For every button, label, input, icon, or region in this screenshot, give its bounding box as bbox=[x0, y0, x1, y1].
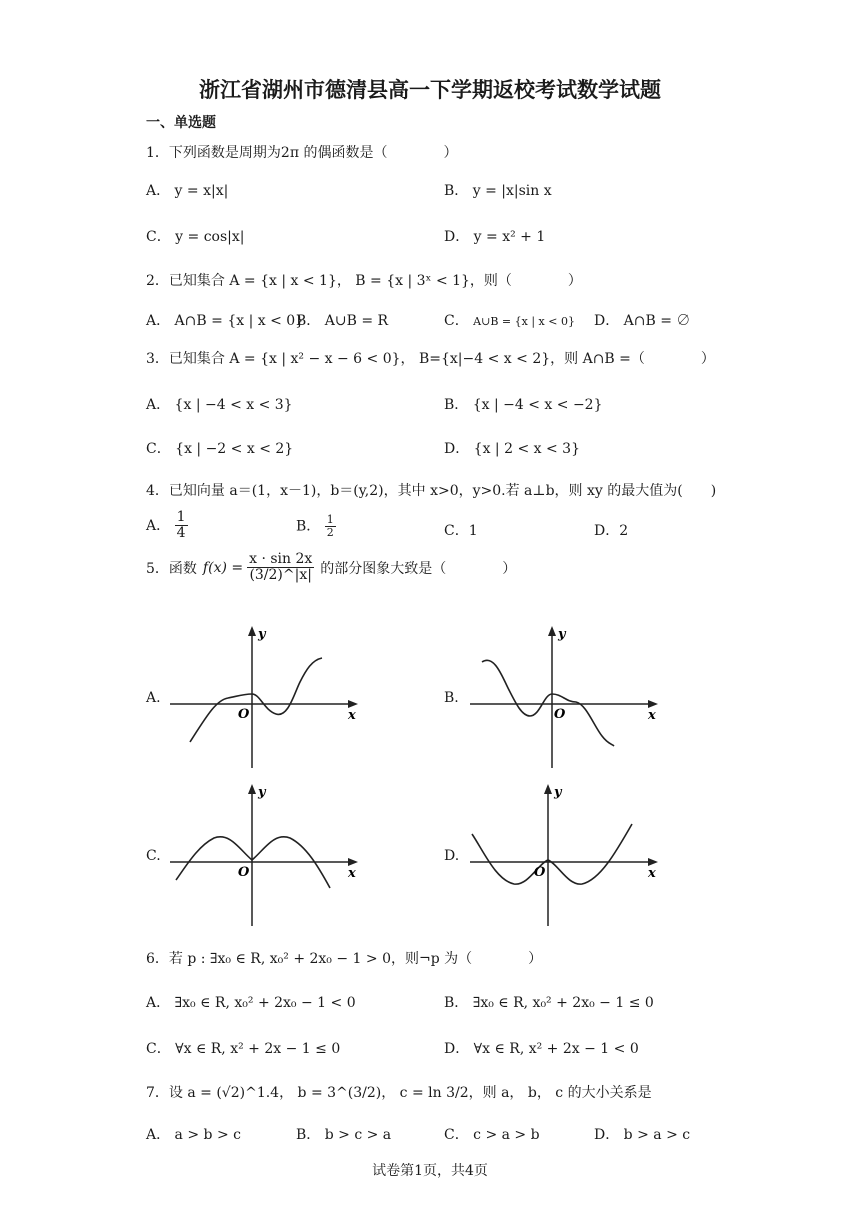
x-axis-arrow bbox=[348, 700, 358, 708]
x-axis-label: x bbox=[348, 866, 356, 881]
origin-label: O bbox=[238, 865, 250, 880]
question-2-option-a: A． A∩B = {x | x < 0} bbox=[146, 313, 305, 329]
question-2-option-d: D． A∩B = ∅ bbox=[594, 313, 691, 329]
question-2-option-c bbox=[444, 310, 575, 330]
graph-b bbox=[466, 622, 666, 770]
question-1-option-a: A． y = x|x| bbox=[146, 183, 229, 199]
page-title: 浙江省湖州市德清县高一下学期返校考试数学试题 bbox=[199, 78, 661, 102]
graph-d-label: D. bbox=[444, 848, 460, 864]
page-footer: 试卷第1页，共4页 bbox=[372, 1163, 488, 1179]
origin-label: O bbox=[534, 865, 546, 880]
x-axis-label: x bbox=[348, 708, 356, 723]
question-1-option-c: C． y = cos|x| bbox=[146, 229, 245, 245]
y-axis-arrow bbox=[548, 626, 556, 636]
question-3-option-b: B． {x | −4 < x < −2} bbox=[444, 397, 603, 413]
question-3-option-a: A． {x | −4 < x < 3} bbox=[146, 397, 293, 413]
graph-c bbox=[166, 780, 366, 928]
question-2-option-c-prefix: C． bbox=[444, 313, 469, 329]
question-4-option-b-prefix: B． bbox=[296, 518, 321, 535]
graph-d bbox=[466, 780, 666, 928]
question-7-option-d: D． b > a > c bbox=[594, 1127, 691, 1143]
question-7-stem: 7．设 a = (√2)^1.4， b = 3^(3/2)， c = ln 3/2，则 a， b， c 的大小关系是 bbox=[146, 1085, 652, 1101]
fraction-denominator: (3/2)^|x| bbox=[249, 567, 312, 584]
x-axis-arrow bbox=[648, 700, 658, 708]
question-2-stem: 2．已知集合 A = {x | x < 1}， B = {x | 3ˣ < 1}，则（ ） bbox=[146, 273, 582, 289]
question-5-stem bbox=[146, 552, 516, 584]
graph-a-label: A. bbox=[146, 690, 161, 706]
question-4-option-a-fraction bbox=[175, 510, 188, 542]
x-axis-label: x bbox=[648, 866, 656, 881]
origin-label: O bbox=[554, 707, 566, 722]
question-4-option-a-prefix: A． bbox=[146, 517, 171, 534]
question-5-function-name: f(x) = bbox=[202, 559, 244, 576]
y-axis-label: y bbox=[558, 627, 566, 642]
question-7-option-b: B． b > c > a bbox=[296, 1127, 392, 1143]
y-axis-label: y bbox=[258, 627, 266, 642]
section-heading: 一、单选题 bbox=[146, 115, 216, 131]
graph-c-label: C. bbox=[146, 848, 161, 864]
question-6-stem: 6．若 p : ∃x₀ ∈ R, x₀² + 2x₀ − 1 > 0，则¬p 为（ ） bbox=[146, 951, 543, 967]
y-axis-label: y bbox=[554, 785, 562, 800]
y-axis-arrow bbox=[248, 626, 256, 636]
question-5-fraction bbox=[247, 552, 314, 584]
question-4-option-a bbox=[146, 510, 188, 542]
origin-label: O bbox=[238, 707, 250, 722]
x-axis-label: x bbox=[648, 708, 656, 723]
question-1-option-d: D． y = x² + 1 bbox=[444, 229, 546, 245]
question-1-option-b: B． y = |x|sin x bbox=[444, 183, 552, 199]
question-5-prefix: 5．函数 bbox=[146, 560, 197, 577]
question-3-option-c: C． {x | −2 < x < 2} bbox=[146, 441, 294, 457]
fraction-denominator: 4 bbox=[176, 525, 186, 542]
fraction-numerator: 1 bbox=[326, 513, 334, 526]
question-6-option-a: A． ∃x₀ ∈ R, x₀² + 2x₀ − 1 < 0 bbox=[146, 995, 356, 1011]
question-5-suffix: 的部分图象大致是（ ） bbox=[320, 560, 517, 577]
curve bbox=[472, 824, 632, 884]
question-1-stem: 1．下列函数是周期为2π 的偶函数是（ ） bbox=[146, 145, 458, 161]
graph-b-label: B. bbox=[444, 690, 459, 706]
x-axis-arrow bbox=[648, 858, 658, 866]
question-3-stem: 3．已知集合 A = {x | x² − x − 6 < 0}， B={x|−4 < x < 2}，则 A∩B =（ ） bbox=[146, 351, 715, 367]
question-3-option-d: D． {x | 2 < x < 3} bbox=[444, 441, 580, 457]
question-4-option-c: C．1 bbox=[444, 523, 478, 539]
question-2-option-c-text: A∪B = {x | x < 0} bbox=[473, 315, 575, 328]
y-axis-arrow bbox=[544, 784, 552, 794]
question-6-option-b: B． ∃x₀ ∈ R, x₀² + 2x₀ − 1 ≤ 0 bbox=[444, 995, 654, 1011]
fraction-numerator: x · sin 2x bbox=[249, 551, 313, 567]
y-axis-label: y bbox=[258, 785, 266, 800]
y-axis-arrow bbox=[248, 784, 256, 794]
x-axis-arrow bbox=[348, 858, 358, 866]
curve bbox=[482, 660, 614, 746]
fraction-denominator: 2 bbox=[326, 526, 334, 540]
question-4-stem: 4．已知向量 a＝(1，x－1)，b＝(y,2)，其中 x>0，y>0.若 a⊥b，则 xy 的最大值为( ) bbox=[146, 483, 717, 499]
fraction-numerator: 1 bbox=[176, 509, 186, 525]
curve bbox=[190, 658, 322, 742]
question-7-option-c: C． c > a > b bbox=[444, 1127, 540, 1143]
question-4-option-b-fraction bbox=[325, 514, 336, 539]
question-4-option-d: D．2 bbox=[594, 523, 629, 539]
question-6-option-d: D． ∀x ∈ R, x² + 2x − 1 < 0 bbox=[444, 1041, 639, 1057]
question-6-option-c: C． ∀x ∈ R, x² + 2x − 1 ≤ 0 bbox=[146, 1041, 341, 1057]
question-4-option-b bbox=[296, 514, 336, 539]
question-2-option-b: B． A∪B = R bbox=[296, 313, 389, 329]
question-7-option-a: A． a > b > c bbox=[146, 1127, 241, 1143]
graph-a bbox=[166, 622, 366, 770]
